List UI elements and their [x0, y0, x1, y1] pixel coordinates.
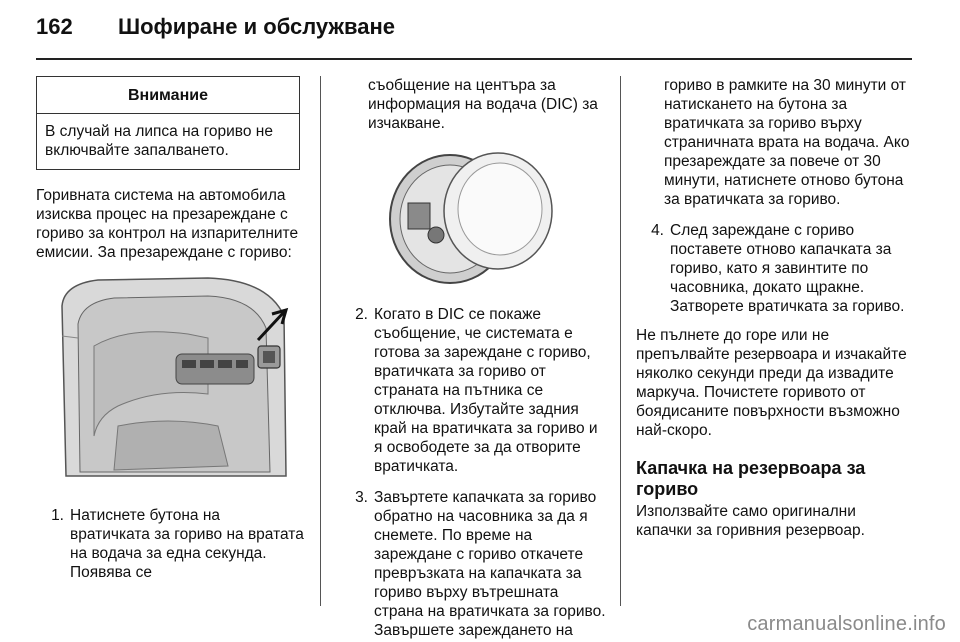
- watermark: carmanualsonline.info: [747, 613, 946, 635]
- step-3-continuation: гориво в рамките на 30 минути от натискането на бутона за вратичката за гориво върху страничната врата на водача. Ако презареждате за повече от 30 минути, натиснете отново бутона за вратичката за гориво.: [664, 77, 910, 208]
- intro-paragraph: Горивната система на автомобила изисква процес на презареждане с гориво за контрол на изпарителните емисии. За презареждане с гориво:: [36, 187, 299, 261]
- step-3: [340, 488, 608, 640]
- page-title: Шофиране и обслужване: [118, 14, 396, 39]
- step-2: [340, 305, 608, 476]
- step-1-number: 1.: [51, 507, 64, 524]
- page-number: 162: [36, 14, 73, 39]
- door-panel-illustration: [58, 276, 290, 484]
- step-2-text: Когато в DIC се покаже съобщение, че системата е готова за зареждане с гориво, вратичката за гориво от страната на пътника се отключва. Избутайте задния край на вратичката за гориво и я освободете за да отворите вратичката.: [374, 306, 598, 475]
- column-divider-right: [620, 76, 621, 606]
- step-4: [636, 221, 912, 316]
- header-rule: [36, 58, 912, 60]
- step-4-text: След зареждане с гориво поставете отново капачката за гориво, като я завинтите по часовника, докато щракне. Затворете вратичката за гориво.: [670, 222, 905, 315]
- column-divider-left: [320, 76, 321, 606]
- warning-box: [36, 76, 300, 170]
- step-2-number: 2.: [355, 306, 368, 323]
- section-heading: Капачка на резервоара за гориво: [636, 458, 866, 499]
- step-1: [36, 506, 304, 582]
- warning-title: Внимание: [37, 77, 299, 114]
- column-3: [636, 76, 912, 540]
- step-3-text: Завъртете капачката за гориво обратно на часовника за да я снемете. По време на зареждане с гориво откачете превръзката на капачката за гориво върху вътрешната страна на вратичката за гориво. Завършете зареждането на: [374, 489, 606, 639]
- step-1-text: Натиснете бутона на вратичката за гориво на вратата на водача за една секунда. Появява се: [70, 507, 304, 581]
- step-1-continuation: съобщение на центъра за информация на водача (DIC) за изчакване.: [368, 77, 598, 132]
- warning-text: В случай на липса на гориво не включвайте запалването.: [45, 123, 273, 159]
- column-2: [340, 76, 608, 640]
- section-text: Използвайте само оригинални капачки за горивния резервоар.: [636, 503, 865, 539]
- column-1: [36, 76, 304, 582]
- overfill-paragraph: Не пълнете до горе или не препълвайте резервоара и изчакайте няколко секунди преди да извадите маркуча. Почистете горивото от боядисаните повърхности възможно най-скоро.: [636, 327, 907, 439]
- fuel-door-illustration: [386, 145, 564, 291]
- step-3-number: 3.: [355, 489, 368, 506]
- step-4-number: 4.: [651, 222, 664, 239]
